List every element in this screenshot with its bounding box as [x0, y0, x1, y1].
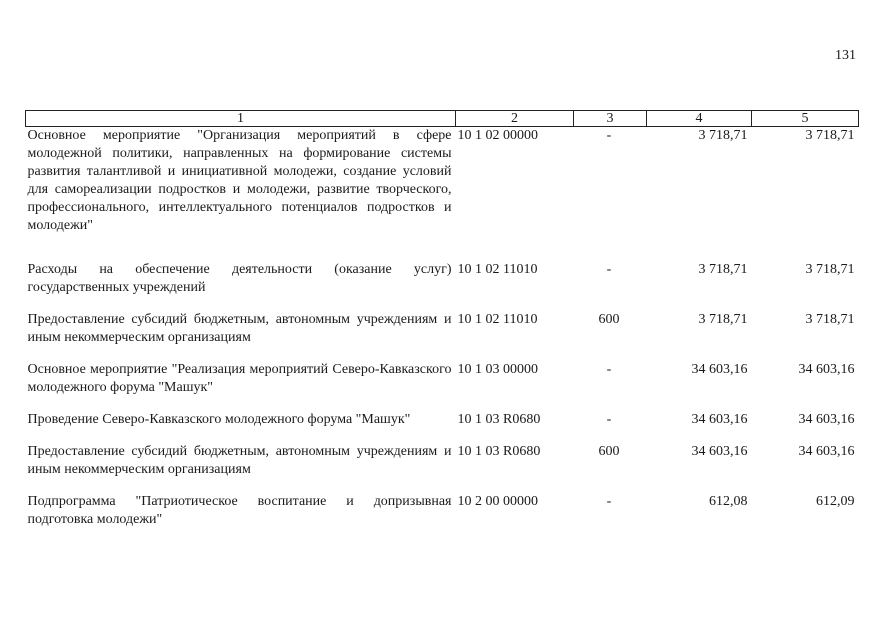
header-col-5: 5 — [752, 111, 859, 127]
row-sum-1: 3 718,71 — [698, 312, 748, 327]
table-row — [26, 311, 859, 361]
header-col-3: 3 — [574, 111, 647, 127]
row-vr: 600 — [598, 444, 620, 459]
row-sum-1: 3 718,71 — [698, 262, 748, 277]
row-name: Основное мероприятие "Организация мероприятий в сфере молодежной политики, направленных на формирование системы развития талантливой и инициативной молодежи, создание условий для самореализации подростков и молодежи, развитие творческого, профессионального, интеллектуального потенциалов подростков и молодежи" — [27, 128, 452, 233]
row-sum-2: 3 718,71 — [805, 312, 855, 327]
row-sum-1: 612,08 — [709, 494, 748, 509]
row-code: 10 1 02 00000 — [457, 128, 538, 143]
row-sum-1: 3 718,71 — [698, 128, 748, 143]
row-code: 10 1 03 R0680 — [457, 444, 541, 459]
table-row — [26, 443, 859, 493]
row-vr: - — [606, 128, 612, 143]
row-vr: 600 — [598, 312, 620, 327]
row-vr: - — [606, 494, 612, 509]
table-row — [26, 261, 859, 311]
row-sum-2: 3 718,71 — [805, 128, 855, 143]
header-col-4: 4 — [647, 111, 752, 127]
row-vr: - — [606, 412, 612, 427]
row-name: Предоставление субсидий бюджетным, автономным учреждениям и иным некоммерческим организациям — [27, 444, 452, 477]
table-row — [26, 411, 859, 443]
row-sum-2: 34 603,16 — [798, 412, 855, 427]
row-name: Подпрограмма "Патриотическое воспитание и допризывная подготовка молодежи" — [27, 494, 452, 527]
row-name: Предоставление субсидий бюджетным, автономным учреждениям и иным некоммерческим организациям — [27, 312, 452, 345]
row-code: 10 1 02 11010 — [457, 312, 538, 327]
page-number: 131 — [835, 48, 856, 63]
row-sum-2: 34 603,16 — [798, 444, 855, 459]
row-code: 10 2 00 00000 — [457, 494, 538, 509]
table-row — [26, 361, 859, 411]
row-sum-2: 3 718,71 — [805, 262, 855, 277]
row-sum-1: 34 603,16 — [691, 412, 748, 427]
row-vr: - — [606, 362, 612, 377]
row-sum-2: 34 603,16 — [798, 362, 855, 377]
row-name: Расходы на обеспечение деятельности (оказание услуг) государственных учреждений — [27, 262, 452, 295]
header-col-1: 1 — [26, 111, 456, 127]
table-row — [26, 127, 859, 262]
row-vr: - — [606, 262, 612, 277]
row-code: 10 1 02 11010 — [457, 262, 538, 277]
row-code: 10 1 03 00000 — [457, 362, 538, 377]
row-name: Проведение Северо-Кавказского молодежного форума "Машук" — [27, 412, 411, 427]
budget-table — [25, 110, 859, 529]
row-code: 10 1 03 R0680 — [457, 412, 541, 427]
row-sum-1: 34 603,16 — [691, 444, 748, 459]
row-sum-1: 34 603,16 — [691, 362, 748, 377]
header-col-2: 2 — [456, 111, 574, 127]
table-header-row — [26, 111, 859, 127]
row-name: Основное мероприятие "Реализация мероприятий Северо-Кавказского молодежного форума "Машук" — [27, 362, 452, 395]
table-row — [26, 493, 859, 529]
row-sum-2: 612,09 — [816, 494, 855, 509]
